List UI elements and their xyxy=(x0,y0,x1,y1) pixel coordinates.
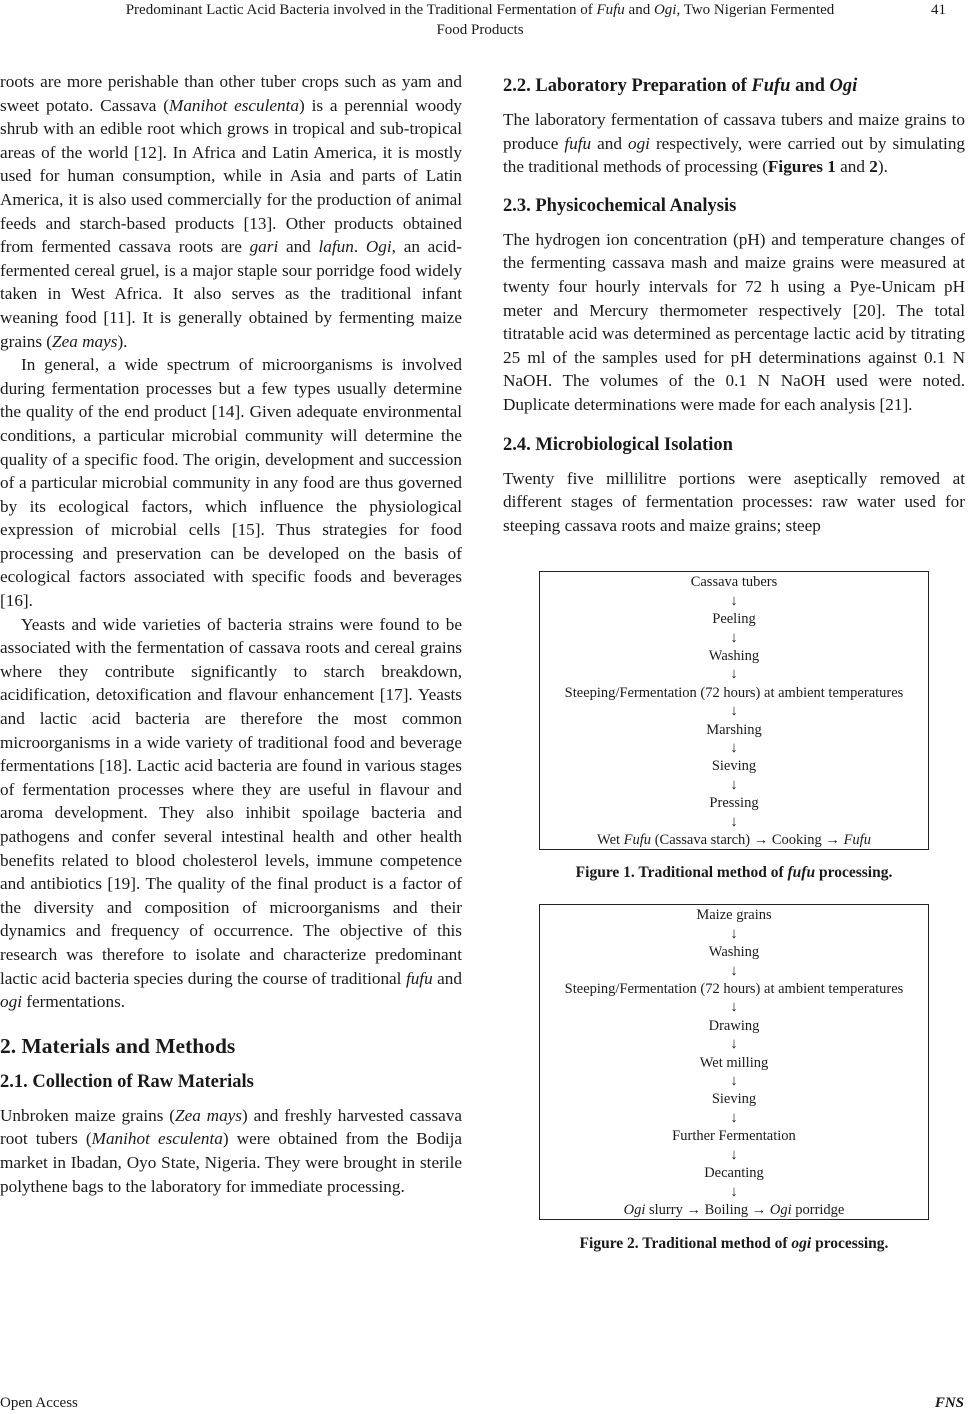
subsection-heading-2-3: 2.3. Physicochemical Analysis xyxy=(503,195,737,216)
flow-step: Decanting xyxy=(704,1165,764,1182)
italic-run: lafun xyxy=(318,237,354,257)
italic-run: Ogi xyxy=(365,237,392,257)
down-arrow-icon: ↓ xyxy=(730,813,738,830)
flow-step: Washing xyxy=(708,944,760,961)
text-run: Wet xyxy=(597,832,624,848)
down-arrow-icon: ↓ xyxy=(730,999,738,1016)
figure-2-flowchart xyxy=(539,904,929,1220)
figure-1-flowchart xyxy=(539,571,929,850)
footer-journal: FNS xyxy=(934,1395,964,1411)
subsection-heading-2-4: 2.4. Microbiological Isolation xyxy=(503,434,733,455)
italic-run: Manihot esculenta xyxy=(169,95,300,115)
text-run: respectively, were carried out by simulating the traditional methods of processing ( xyxy=(503,133,966,177)
flow-step: Pressing xyxy=(709,795,759,812)
text-run: Yeasts and wide varieties of bacteria strains were found to be associated with the fermentation of cassava roots and cereal grains where they contribute significantly to starch breakdown, acidification, detoxification and flavour enhancement [17]. Yeasts and lactic acid bacteria are therefore the most common microorganisms in a wide variety of traditional food and beverage fermentations [18]. Lactic acid bacteria are found in various stages of fermentation processes where they are useful in flavour and aroma development. They also inhibit spoilage bacteria and pathogens and confer several intestinal health and other health benefits related to blood cholesterol levels, immune competence and antibiotics [19]. The quality of the final product is a factor of the diversity and composition of microorganisms and their dynamics and frequency of occurrence. The objective of this research was therefore to isolate and characterize predominant lactic acid bacteria species during the course of traditional xyxy=(0,614,462,988)
text-run: and xyxy=(591,133,628,153)
heading-italic-run: Ogi xyxy=(829,76,858,96)
down-arrow-icon: ↓ xyxy=(730,739,738,756)
right-column xyxy=(503,70,965,1254)
header-ogi: Ogi xyxy=(653,2,677,18)
down-arrow-icon: ↓ xyxy=(730,592,738,609)
paragraph-isolation: Twenty five millilitre portions were aseptically removed at different stages of fermentation processes: raw water used for steeping cassava roots and maize grains; steep xyxy=(503,468,965,535)
italic-run: Zea mays xyxy=(52,331,118,351)
italic-run: ogi xyxy=(627,133,650,153)
down-arrow-icon: ↓ xyxy=(730,776,738,793)
header-and: and xyxy=(624,2,654,18)
page-number: 41 xyxy=(931,2,946,18)
down-arrow-icon: ↓ xyxy=(730,1146,738,1163)
down-arrow-icon: ↓ xyxy=(730,925,738,942)
text-run: ) is a perennial woody shrub with an edible root which grows in tropical and sub-tropical areas of the world [12]. In Africa and Latin America, it is mostly used for human consumption, while in Asia and parts of Latin America, it is also used commercially for the production of animal feeds and starch-based products [13]. Other products obtained from fermented cassava roots are xyxy=(0,95,463,257)
text-run: roots are more perishable than other tuber crops such as yam and sweet potato. Cassava ( xyxy=(0,72,462,115)
text-run: slurry → Boiling → xyxy=(645,1201,770,1218)
text-run: The laboratory fermentation of cassava tubers and maize grains to produce xyxy=(503,110,965,153)
heading-run: 2.2. Laboratory Preparation of xyxy=(503,76,752,96)
flow-step: Further Fermentation xyxy=(672,1128,796,1145)
italic-run: Manihot esculenta xyxy=(91,1129,223,1149)
italic-run: gari xyxy=(249,237,279,257)
caption-run: processing. xyxy=(811,1235,889,1253)
text-run: ). xyxy=(877,157,888,177)
paragraph-cassava xyxy=(0,70,462,353)
footer-open-access: Open Access xyxy=(0,1395,78,1411)
paragraph-yeasts xyxy=(0,613,462,1014)
header-text-end: , Two Nigerian Fermented xyxy=(676,2,835,18)
italic-run: Ogi xyxy=(769,1201,792,1218)
paragraph-physicochemical: The hydrogen ion concentration (pH) and temperature changes of the fermenting cassava mash and maize grains were measured at twenty four hourly intervals for 72 h using a Pye-Unicam pH meter and Mercury thermometer respectively [20]. The total titratable acid was determined as percentage lactic acid by titrating 25 ml of the samples used for pH determinations against 0.1 N NaOH. The volumes of the 0.1 N NaOH used were noted. Duplicate determinations were made for each analysis [21]. xyxy=(503,229,965,414)
down-arrow-icon: ↓ xyxy=(730,1183,738,1200)
paragraph-collection xyxy=(0,1104,462,1198)
running-header xyxy=(40,0,920,40)
figure-2-caption xyxy=(503,1234,965,1254)
text-run: porridge xyxy=(791,1201,845,1218)
italic-run: Fufu xyxy=(623,832,652,848)
text-run: and xyxy=(432,968,462,988)
flow-step: Sieving xyxy=(711,758,757,775)
header-fufu: Fufu xyxy=(596,2,625,18)
flow-final-step xyxy=(540,831,928,849)
flow-step: Steeping/Fermentation (72 hours) at ambient temperatures xyxy=(564,684,904,701)
text-run: ) and freshly harvested cassava root tubers ( xyxy=(0,1105,462,1149)
section-heading-methods: 2. Materials and Methods xyxy=(0,1033,236,1058)
subsection-heading-2-2 xyxy=(503,73,965,99)
text-run: ) were obtained from the Bodija market in Ibadan, Oyo State, Nigeria. They were brought in sterile polythene bags to the laboratory for immediate processing. xyxy=(0,1129,462,1196)
flow-step: Maize grains xyxy=(696,907,772,924)
text-run: and xyxy=(835,157,870,177)
flow-step: Steeping/Fermentation (72 hours) at ambient temperatures xyxy=(564,981,904,998)
flow-step: Marshing xyxy=(706,721,762,738)
italic-run: fufu xyxy=(564,133,592,153)
down-arrow-icon: ↓ xyxy=(730,1036,738,1053)
left-column xyxy=(0,70,462,1198)
down-arrow-icon: ↓ xyxy=(730,1109,738,1126)
caption-italic-run: ogi xyxy=(791,1235,812,1253)
italic-run: Fufu xyxy=(843,832,871,848)
text-run: (Cassava starch) → Cooking → xyxy=(651,832,844,848)
down-arrow-icon: ↓ xyxy=(730,962,738,979)
down-arrow-icon: ↓ xyxy=(730,703,738,720)
italic-run: Ogi xyxy=(623,1201,646,1218)
italic-run: Zea mays xyxy=(175,1105,242,1125)
heading-run: and xyxy=(790,76,830,96)
figure-ref: Figures 1 xyxy=(767,157,836,177)
flow-step: Cassava tubers xyxy=(690,574,778,591)
figure-ref: 2 xyxy=(869,157,878,177)
text-run: and xyxy=(278,237,319,257)
paragraph-lab-preparation xyxy=(503,108,965,179)
italic-run: ogi xyxy=(0,992,22,1012)
figure-1-caption xyxy=(503,863,965,883)
subsection-heading-2-1: 2.1. Collection of Raw Materials xyxy=(0,1071,254,1092)
flow-step: Drawing xyxy=(708,1017,760,1034)
paragraph-microorganisms: In general, a wide spectrum of microorganisms is involved during fermentation processes but a few types usually determine the quality of the end product [14]. Given adequate environmental conditions, a particular microbial community will determine the quality of a specific food. The origin, development and succession of a particular microbial community in any food are thus governed by its ecological factors, which influence the physiological expression of microbial cells [15]. Thus strategies for food processing and preservation can be developed on the basis of ecological factors associated with specific foods and beverages [16]. xyxy=(0,355,462,611)
caption-run: Figure 2. Traditional method of xyxy=(579,1235,792,1253)
caption-italic-run: fufu xyxy=(787,864,816,882)
heading-italic-run: Fufu xyxy=(751,76,791,96)
down-arrow-icon: ↓ xyxy=(730,629,738,646)
text-run: ). xyxy=(117,331,128,351)
header-line-2: Food Products xyxy=(436,22,524,38)
text-run: fermentations. xyxy=(21,992,126,1012)
text-run: . xyxy=(353,237,366,257)
text-run: , an acid-fermented cereal gruel, is a major staple sour porridge food widely taken in West Africa. It also serves as the traditional infant weaning food [11]. It is generally obtained by fermenting maize grains ( xyxy=(0,237,463,351)
caption-run: processing. xyxy=(815,864,893,882)
flow-step: Washing xyxy=(708,647,760,664)
flow-final-step xyxy=(540,1201,928,1219)
down-arrow-icon: ↓ xyxy=(730,1073,738,1090)
flow-step: Wet milling xyxy=(699,1054,769,1071)
down-arrow-icon: ↓ xyxy=(730,666,738,683)
flow-step: Sieving xyxy=(711,1091,757,1108)
caption-run: Figure 1. Traditional method of xyxy=(575,864,788,882)
header-text: Predominant Lactic Acid Bacteria involved in the Traditional Fermentation of xyxy=(125,2,597,18)
text-run: Unbroken maize grains ( xyxy=(0,1105,176,1125)
italic-run: fufu xyxy=(405,968,433,988)
header-line-1 xyxy=(40,0,920,20)
flow-step: Peeling xyxy=(712,611,756,628)
